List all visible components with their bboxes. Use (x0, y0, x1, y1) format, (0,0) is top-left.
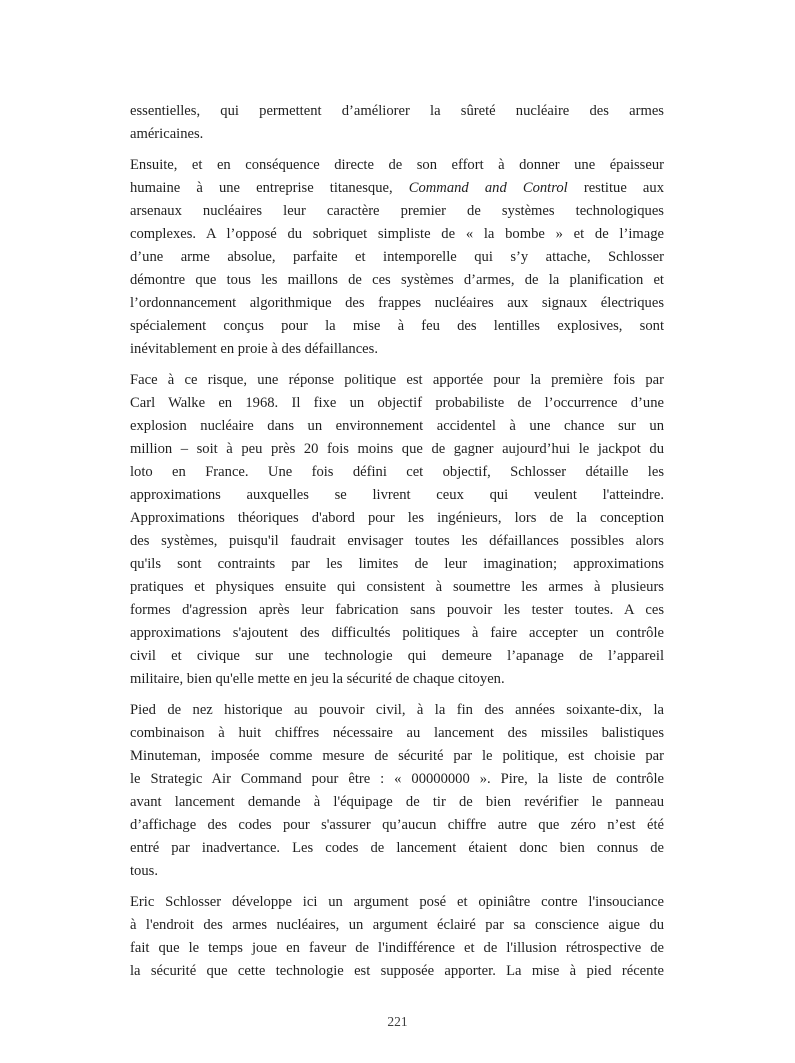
text-run: approximations s'ajoutent des difficultés politiques à faire accepter un contrôle (130, 625, 664, 641)
text-run: arsenaux nucléaires leur caractère premier de systèmes technologiques (130, 203, 664, 219)
text-line (130, 484, 664, 507)
text-run: d’affichage des codes pour s'assurer qu’aucun chiffre autre que zéro n’est été (130, 817, 664, 833)
text-run: restitue aux (567, 180, 664, 196)
text-run: avant lancement demande à l'équipage de tir de bien revérifier le panneau (130, 794, 664, 810)
text-run: Pied de nez historique au pouvoir civil, à la fin des années soixante-dix, la (130, 702, 664, 718)
text-run: formes d'agression après leur fabrication sans pouvoir les tester toutes. A ces (130, 602, 664, 618)
text-line (130, 837, 664, 860)
text-run: combinaison à huit chiffres nécessaire au lancement des missiles balistiques (130, 725, 664, 741)
text-run: américaines. (130, 126, 204, 142)
text-run: spécialement conçus pour la mise à feu des lentilles explosives, sont (130, 318, 664, 334)
text-run: démontre que tous les maillons de ces systèmes d’armes, de la planification et (130, 272, 664, 288)
text-line (130, 369, 664, 392)
text-line (130, 292, 664, 315)
text-line (130, 123, 664, 146)
text-run: Carl Walke en 1968. Il fixe un objectif probabiliste de l’occurrence d’une (130, 395, 664, 411)
text-line (130, 246, 664, 269)
text-run: inévitablement en proie à des défaillances. (130, 341, 378, 357)
text-line (130, 814, 664, 837)
text-line (130, 461, 664, 484)
text-line (130, 507, 664, 530)
text-run: approximations auxquelles se livrent ceux qui veulent l'atteindre. (130, 487, 664, 503)
text-run: civil et civique sur une technologie qui demeure l’apanage de l’appareil (130, 648, 664, 664)
text-line (130, 338, 664, 361)
text-line (130, 768, 664, 791)
text-run: militaire, bien qu'elle mette en jeu la sécurité de chaque citoyen. (130, 671, 505, 687)
text-line (130, 668, 664, 691)
italic-run: Command and Control (408, 180, 568, 196)
text-run: l’ordonnancement algorithmique des frappes nucléaires aux signaux électriques (130, 295, 664, 311)
text-line (130, 791, 664, 814)
paragraph (130, 699, 664, 883)
text-run: Approximations théoriques d'abord pour les ingénieurs, lors de la conception (130, 510, 664, 526)
text-line (130, 530, 664, 553)
text-run: loto en France. Une fois défini cet objectif, Schlosser détaille les (130, 464, 664, 480)
text-line (130, 960, 664, 983)
text-line (130, 200, 664, 223)
text-run: la sécurité que cette technologie est supposée apporter. La mise à pied récente (130, 963, 664, 979)
text-run: à l'endroit des armes nucléaires, un argument éclairé par sa conscience aigue du (130, 917, 664, 933)
text-run: d’une arme absolue, parfaite et intemporelle qui s’y attache, Schlosser (130, 249, 664, 265)
text-run: fait que le temps joue en faveur de l'indifférence et de l'illusion rétrospective de (130, 940, 664, 956)
text-run: le Strategic Air Command pour être : « 00000000 ». Pire, la liste de contrôle (130, 771, 664, 787)
text-run: Eric Schlosser développe ici un argument posé et opiniâtre contre l'insouciance (130, 894, 664, 910)
text-line (130, 645, 664, 668)
text-line (130, 937, 664, 960)
text-line (130, 860, 664, 883)
text-run: des systèmes, puisqu'il faudrait envisager toutes les défaillances possibles alors (130, 533, 664, 549)
text-line (130, 553, 664, 576)
text-run: humaine à une entreprise titanesque, (130, 180, 409, 196)
text-run: Ensuite, et en conséquence directe de son effort à donner une épaisseur (130, 157, 664, 173)
page-number: 221 (387, 1014, 408, 1029)
text-line (130, 315, 664, 338)
text-line (130, 392, 664, 415)
text-run: entré par inadvertance. Les codes de lancement étaient donc bien connus de (130, 840, 664, 856)
text-line (130, 745, 664, 768)
paragraph (130, 891, 664, 983)
paragraph (130, 369, 664, 691)
page-text-block (130, 100, 664, 991)
text-line (130, 415, 664, 438)
text-run: pratiques et physiques ensuite qui consistent à soumettre les armes à plusieurs (130, 579, 664, 595)
text-line (130, 722, 664, 745)
text-line (130, 223, 664, 246)
text-line (130, 891, 664, 914)
text-run: complexes. A l’opposé du sobriquet simpliste de « la bombe » et de l’image (130, 226, 664, 242)
text-run: essentielles, qui permettent d’améliorer la sûreté nucléaire des armes (130, 103, 664, 119)
text-line (130, 699, 664, 722)
text-run: qu'ils sont contraints par les limites de leur imagination; approximations (130, 556, 664, 572)
text-line (130, 622, 664, 645)
paragraph (130, 154, 664, 361)
text-line (130, 269, 664, 292)
text-run: tous. (130, 863, 158, 879)
paragraph (130, 100, 664, 146)
text-line (130, 177, 664, 200)
text-line (130, 154, 664, 177)
text-line (130, 100, 664, 123)
text-line (130, 576, 664, 599)
text-run: Minuteman, imposée comme mesure de sécurité par le politique, est choisie par (130, 748, 664, 764)
text-run: explosion nucléaire dans un environnement accidentel à une chance sur un (130, 418, 664, 434)
text-run: Face à ce risque, une réponse politique est apportée pour la première fois par (130, 372, 664, 388)
text-line (130, 914, 664, 937)
text-line (130, 438, 664, 461)
text-run: million – soit à peu près 20 fois moins que de gagner aujourd’hui le jackpot du (130, 441, 664, 457)
text-line (130, 599, 664, 622)
